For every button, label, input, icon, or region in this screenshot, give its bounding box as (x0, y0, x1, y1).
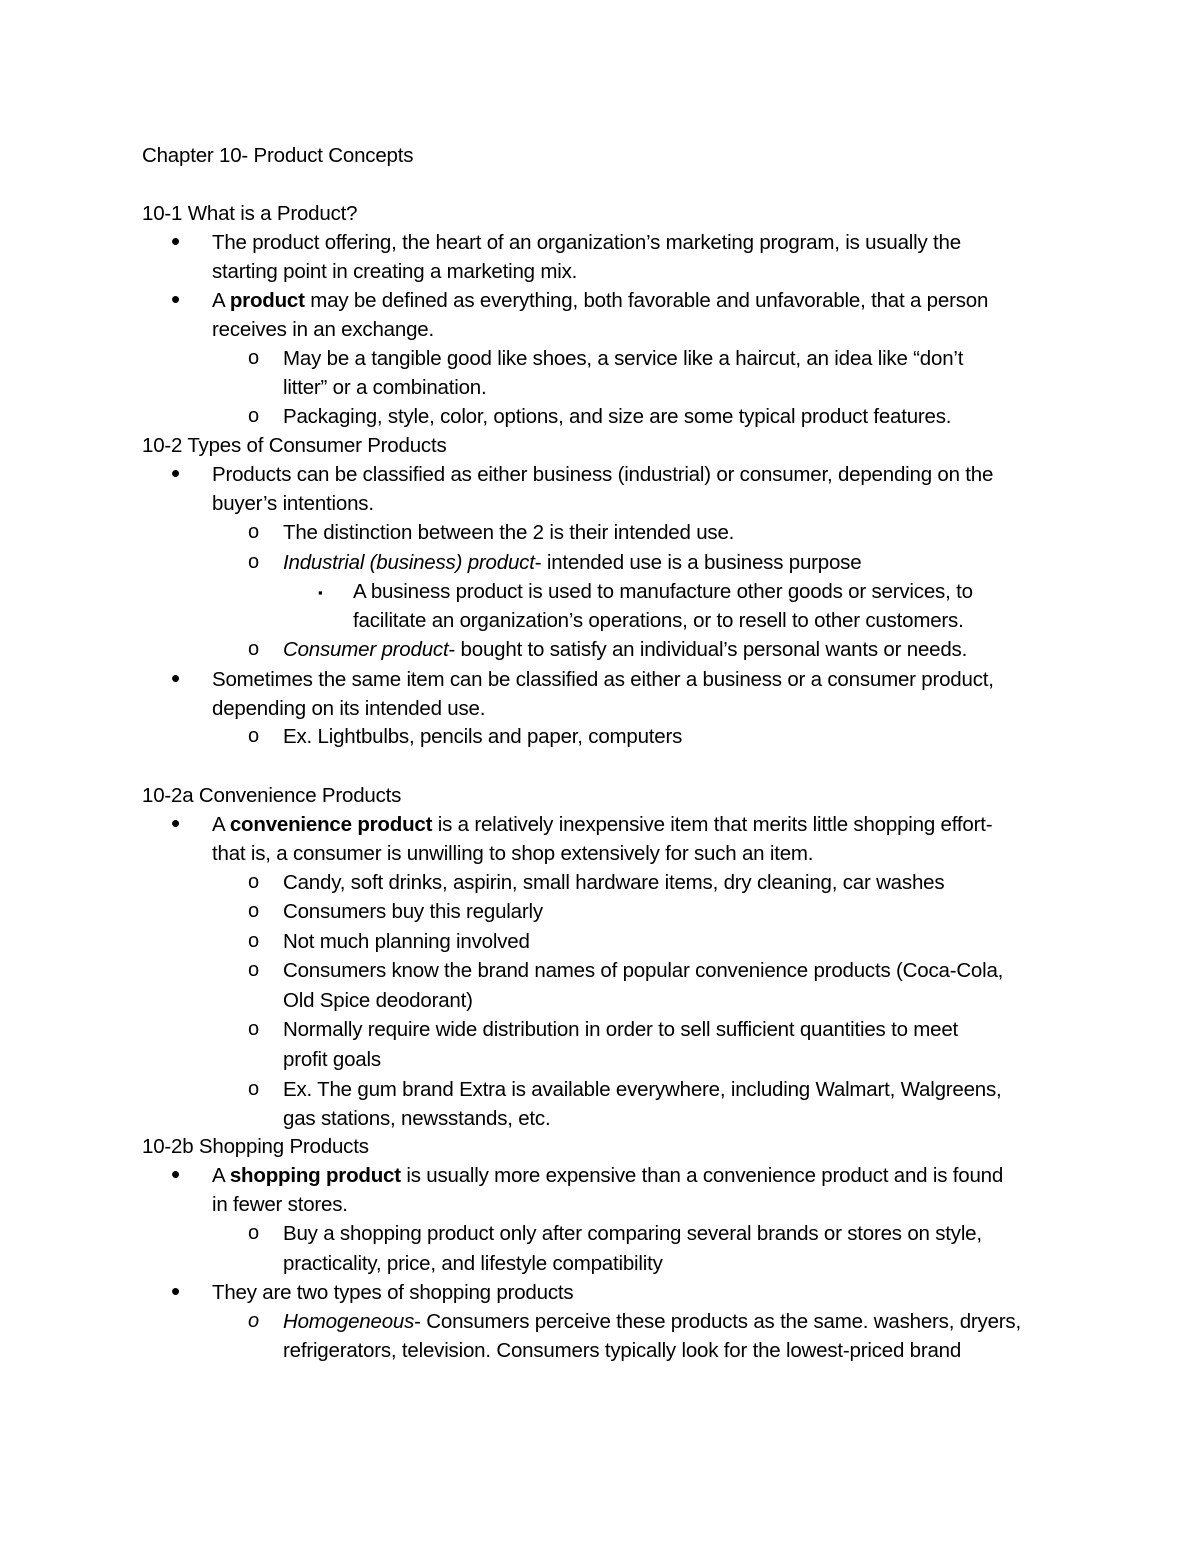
circle-marker: o (248, 959, 260, 981)
bullet-text: Sometimes the same item can be classified as either a business or a consumer product, (212, 668, 994, 691)
sub-bullet-text: gas stations, newsstands, etc. (283, 1107, 551, 1130)
sub-bullet-text: litter” or a combination. (283, 376, 487, 399)
bullet-text: receives in an exchange. (212, 318, 434, 341)
term-bold: shopping product (229, 1164, 401, 1187)
section-heading: 10-2 Types of Consumer Products (142, 434, 447, 457)
bullet-marker: • (171, 808, 181, 838)
term-italic: Homogeneous (283, 1310, 415, 1333)
term-bold: product (229, 289, 305, 312)
sub-bullet-text: May be a tangible good like shoes, a service like a haircut, an idea like “don’t (283, 347, 964, 370)
section-heading: 10-1 What is a Product? (142, 202, 358, 225)
bullet-marker: • (171, 1159, 181, 1189)
bullet-text: Products can be classified as either business (industrial) or consumer, depending on the (212, 463, 994, 486)
bullet-marker: • (171, 1276, 181, 1306)
sub-bullet-text: Not much planning involved (283, 930, 530, 953)
section-heading: 10-2b Shopping Products (142, 1135, 369, 1158)
bullet-text: A convenience product is a relatively inexpensive item that merits little shopping effort- (212, 813, 993, 836)
bullet-marker: • (171, 663, 181, 693)
term-italic: Consumer product (283, 638, 449, 661)
circle-marker: o (248, 405, 260, 427)
sub-bullet-text: Candy, soft drinks, aspirin, small hardware items, dry cleaning, car washes (283, 871, 945, 894)
circle-marker: o (248, 347, 260, 369)
circle-marker: o (248, 900, 260, 922)
circle-marker: o (248, 725, 260, 747)
bullet-text: A product may be defined as everything, both favorable and unfavorable, that a person (212, 289, 989, 312)
bullet-text: The product offering, the heart of an organization’s marketing program, is usually the (212, 231, 961, 254)
circle-marker: o (248, 638, 260, 660)
sub-bullet-text: Consumers buy this regularly (283, 900, 543, 923)
bullet-text: buyer’s intentions. (212, 492, 374, 515)
sub-sub-bullet-text: A business product is used to manufacture other goods or services, to (353, 580, 973, 603)
circle-marker: o (248, 1078, 260, 1100)
sub-bullet-text: Industrial (business) product- intended use is a business purpose (283, 551, 862, 574)
sub-bullet-text: refrigerators, television. Consumers typically look for the lowest-priced brand (283, 1339, 962, 1362)
bullet-text: They are two types of shopping products (212, 1281, 574, 1304)
bullet-marker: • (171, 284, 181, 314)
sub-sub-bullet-text: facilitate an organization’s operations, or to resell to other customers. (353, 609, 964, 632)
bullet-text: in fewer stores. (212, 1193, 348, 1216)
sub-bullet-text: profit goals (283, 1048, 381, 1071)
circle-marker: o (248, 1222, 260, 1244)
sub-bullet-text: Packaging, style, color, options, and size are some typical product features. (283, 405, 952, 428)
square-marker: ▪ (318, 585, 323, 600)
bullet-marker: • (171, 226, 181, 256)
sub-bullet-text: Homogeneous- Consumers perceive these products as the same. washers, dryers, (283, 1310, 1021, 1333)
circle-marker: o (248, 1018, 260, 1040)
sub-bullet-text: Consumers know the brand names of popular convenience products (Coca-Cola, (283, 959, 1004, 982)
sub-bullet-text: The distinction between the 2 is their intended use. (283, 521, 735, 544)
circle-marker: o (248, 930, 260, 952)
bullet-text: that is, a consumer is unwilling to shop extensively for such an item. (212, 842, 814, 865)
sub-bullet-text: Ex. Lightbulbs, pencils and paper, computers (283, 725, 683, 748)
bullet-marker: • (171, 458, 181, 488)
circle-marker: o (248, 1310, 260, 1332)
bullet-text: A shopping product is usually more expensive than a convenience product and is found (212, 1164, 1004, 1187)
term-italic: Industrial (business) product (283, 551, 535, 574)
circle-marker: o (248, 871, 260, 893)
circle-marker: o (248, 551, 260, 573)
bullet-text: starting point in creating a marketing mix. (212, 260, 578, 283)
circle-marker: o (248, 521, 260, 543)
sub-bullet-text: Normally require wide distribution in order to sell sufficient quantities to meet (283, 1018, 959, 1041)
section-heading: 10-2a Convenience Products (142, 784, 402, 807)
sub-bullet-text: Buy a shopping product only after comparing several brands or stores on style, (283, 1222, 982, 1245)
sub-bullet-text: Old Spice deodorant) (283, 989, 473, 1012)
term-bold: convenience product (229, 813, 433, 836)
document-title: Chapter 10- Product Concepts (142, 144, 414, 167)
sub-bullet-text: Ex. The gum brand Extra is available everywhere, including Walmart, Walgreens, (283, 1078, 1002, 1101)
sub-bullet-text: practicality, price, and lifestyle compatibility (283, 1252, 663, 1275)
bullet-text: depending on its intended use. (212, 697, 486, 720)
sub-bullet-text: Consumer product- bought to satisfy an individual’s personal wants or needs. (283, 638, 968, 661)
